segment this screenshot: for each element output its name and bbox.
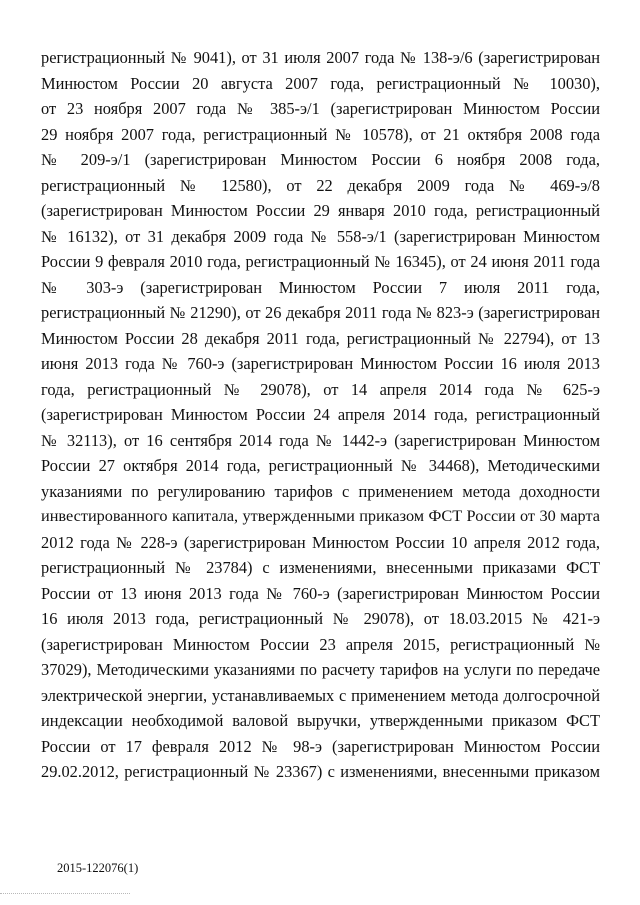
text-line: 29.02.2012, регистрационный № 23367) с изменениями, внесенными приказом [41, 762, 600, 781]
text-line: России от 13 июня 2013 года № 760-э (зарегистрирован Минюстом России [41, 583, 600, 603]
text-line: регистрационный № 9041), от 31 июля 2007 года № 138-э/6 (зарегистрирован [41, 48, 600, 67]
scan-edge-line [0, 893, 130, 894]
text-line: указаниями по регулированию тарифов с применением метода доходности [41, 481, 600, 501]
text-line: № 303-э (зарегистрирован Минюстом России 7 июля 2011 года, [41, 277, 600, 297]
text-line: № 209-э/1 (зарегистрирован Минюстом России 6 ноября 2008 года, [41, 150, 600, 169]
text-line: года, регистрационный № 29078), от 14 апреля 2014 года № 625-э [41, 379, 600, 399]
text-line: регистрационный № 12580), от 22 декабря 2009 года № 469-э/8 [41, 175, 600, 195]
text-line: (зарегистрирован Минюстом России 24 апреля 2014 года, регистрационный [41, 405, 600, 424]
text-line: регистрационный № 23784) с изменениями, внесенными приказами ФСТ [41, 558, 600, 577]
text-line: № 16132), от 31 декабря 2009 года № 558-э/1 (зарегистрирован Минюстом [41, 226, 600, 246]
text-line: № 32113), от 16 сентября 2014 года № 1442-э (зарегистрирован Минюстом [41, 430, 600, 450]
text-line: электрической энергии, устанавливаемых с применением метода долгосрочной [41, 685, 600, 705]
text-line: инвестированного капитала, утвержденными приказом ФСТ России от 30 марта [41, 507, 600, 525]
text-line: июня 2013 года № 760-э (зарегистрирован Минюстом России 16 июля 2013 [41, 354, 600, 373]
text-line: России 9 февраля 2010 года, регистрационный № 16345), от 24 июня 2011 года [41, 252, 600, 271]
text-line: 37029), Методическими указаниями по расчету тарифов на услуги по передаче [41, 660, 600, 679]
text-line: регистрационный № 21290), от 26 декабря 2011 года № 823-э (зарегистрирован [41, 303, 600, 322]
text-line: России 27 октября 2014 года, регистрационный № 34468), Методическими [41, 456, 600, 475]
text-line: 29 ноября 2007 года, регистрационный № 10578), от 21 октября 2008 года [41, 124, 600, 144]
text-line: индексации необходимой валовой выручки, утвержденными приказом ФСТ [41, 711, 600, 730]
text-line: (зарегистрирован Минюстом России 29 января 2010 года, регистрационный [41, 201, 600, 220]
text-line: 2012 года № 228-э (зарегистрирован Минюстом России 10 апреля 2012 года, [41, 532, 600, 552]
text-line: от 23 ноября 2007 года № 385-э/1 (зарегистрирован Минюстом России [41, 99, 600, 118]
text-line: 16 июля 2013 года, регистрационный № 29078), от 18.03.2015 № 421-э [41, 609, 600, 628]
text-line: России от 17 февраля 2012 № 98-э (зарегистрирован Минюстом России [41, 736, 600, 756]
text-line: Минюстом России 20 августа 2007 года, регистрационный № 10030), [41, 73, 600, 93]
text-line: Минюстом России 28 декабря 2011 года, регистрационный № 22794), от 13 [41, 328, 600, 348]
body-text [41, 45, 600, 785]
text-line: (зарегистрирован Минюстом России 23 апреля 2015, регистрационный № [41, 634, 600, 654]
document-code: 2015-122076(1) [57, 861, 139, 875]
